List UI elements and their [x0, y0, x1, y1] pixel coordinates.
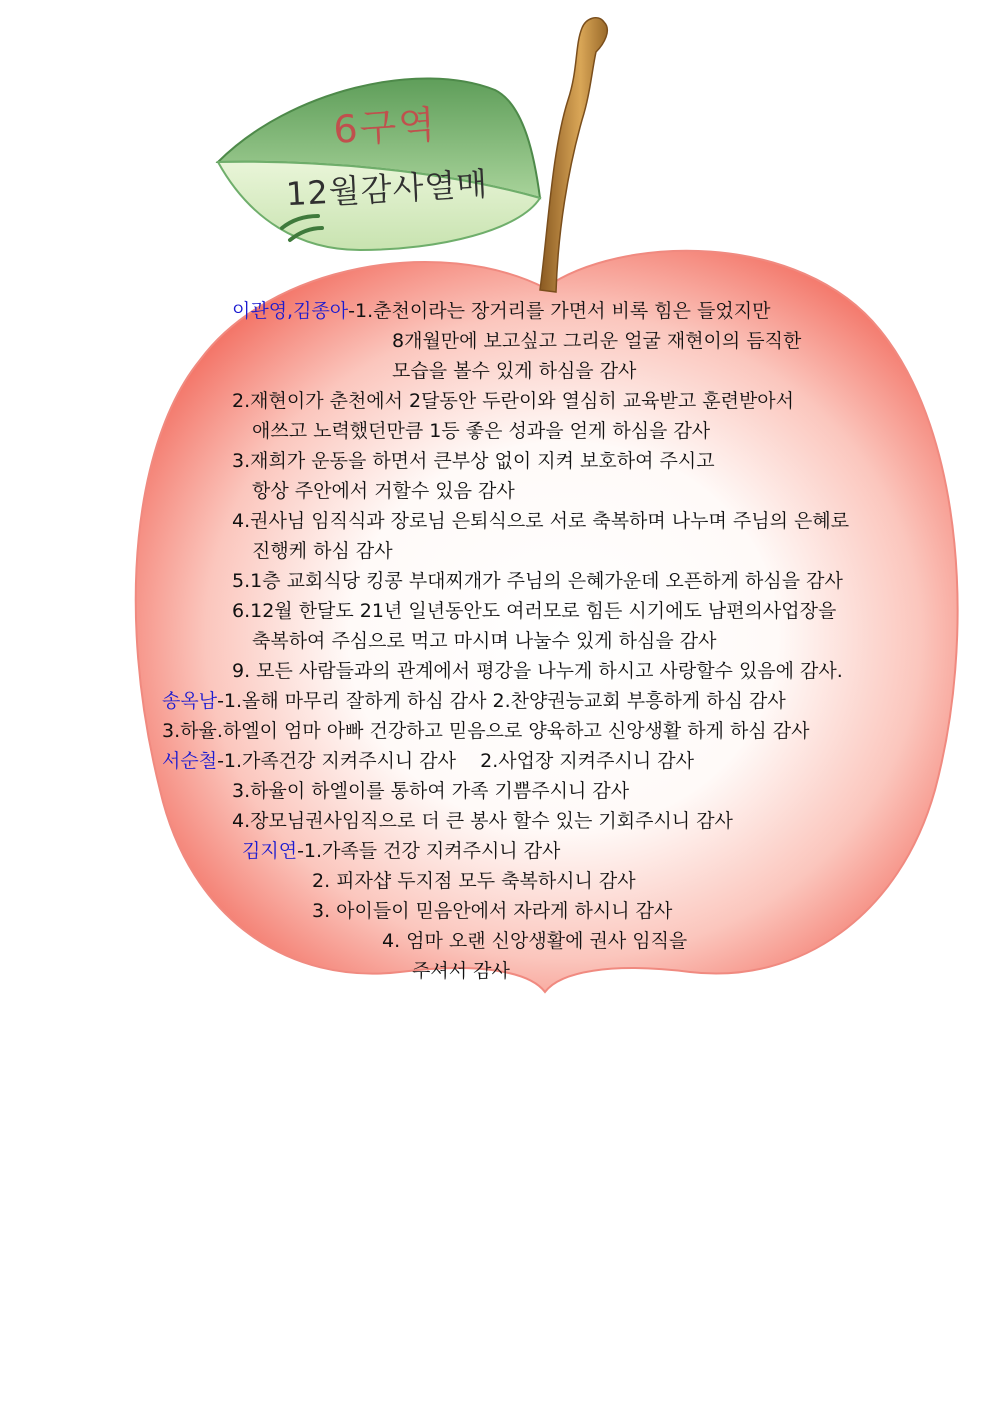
entry-line: 2. 피자샵 두지점 모두 축복하시니 감사 — [312, 870, 636, 892]
entry-line: 2.재현이가 춘천에서 2달동안 두란이와 열심히 교육받고 훈련받아서 — [232, 390, 795, 412]
entry-line: 모습을 볼수 있게 하심을 감사 — [392, 360, 637, 382]
entry-line: 3.하율이 하엘이를 통하여 가족 기쁨주시니 감사 — [232, 780, 630, 802]
entry-line: 4.장모님권사임직으로 더 큰 봉사 할수 있는 기회주시니 감사 — [232, 810, 733, 832]
entry-line: 애쓰고 노력했던만큼 1등 좋은 성과을 얻게 하심을 감사 — [252, 420, 711, 442]
entry-line: 이관영,김종아-1.춘천이라는 장거리를 가면서 비록 힘은 들었지만 — [232, 300, 771, 322]
entry-line: 축복하여 주심으로 먹고 마시며 나눌수 있게 하심을 감사 — [252, 630, 717, 652]
apple-stem — [540, 18, 607, 292]
entry-line: 4. 엄마 오랜 신앙생활에 권사 임직을 — [382, 930, 688, 952]
entry-line: 3. 아이들이 믿음안에서 자라게 하시니 감사 — [312, 900, 673, 922]
entry-line: 서순철-1.가족건강 지켜주시니 감사 2.사업장 지켜주시니 감사 — [162, 750, 694, 772]
member-name: 서순철 — [162, 750, 218, 772]
member-name: 이관영,김종아 — [232, 300, 349, 322]
entry-line: 3.하율.하엘이 엄마 아빠 건강하고 믿음으로 양육하고 신앙생활 하게 하심 감사 — [162, 720, 810, 742]
entry-line: 4.권사님 임직식과 장로님 은퇴식으로 서로 축복하며 나누며 주님의 은혜로 — [232, 510, 850, 532]
entry-line: 송옥남-1.올해 마무리 잘하게 하심 감사 2.찬양권능교회 부흥하게 하심 감사 — [162, 690, 786, 712]
entry-line: 3.재희가 운동을 하면서 큰부상 없이 지켜 보호하여 주시고 — [232, 450, 715, 472]
entry-line: 6.12월 한달도 21년 일년동안도 여러모로 힘든 시기에도 남편의사업장을 — [232, 600, 837, 622]
entry-line: 항상 주안에서 거할수 있음 감사 — [252, 480, 515, 502]
member-name: 김지연 — [242, 840, 298, 862]
area-title: 6구역 — [332, 102, 439, 152]
entry-line: 진행케 하심 감사 — [252, 540, 393, 562]
page-subtitle: 12월감사열매 — [285, 164, 490, 214]
member-name: 송옥남 — [162, 690, 218, 712]
entry-line: 주셔서 감사 — [412, 960, 510, 982]
entry-line: 8개월만에 보고싶고 그리운 얼굴 재현이의 듬직한 — [392, 330, 802, 352]
entry-line: 9. 모든 사람들과의 관계에서 평강을 나누게 하시고 사랑할수 있음에 감사. — [232, 660, 843, 682]
entry-line: 김지연-1.가족들 건강 지켜주시니 감사 — [242, 840, 561, 862]
entry-line: 5.1층 교회식당 킹콩 부대찌개가 주님의 은혜가운데 오픈하게 하심을 감사 — [232, 570, 843, 592]
